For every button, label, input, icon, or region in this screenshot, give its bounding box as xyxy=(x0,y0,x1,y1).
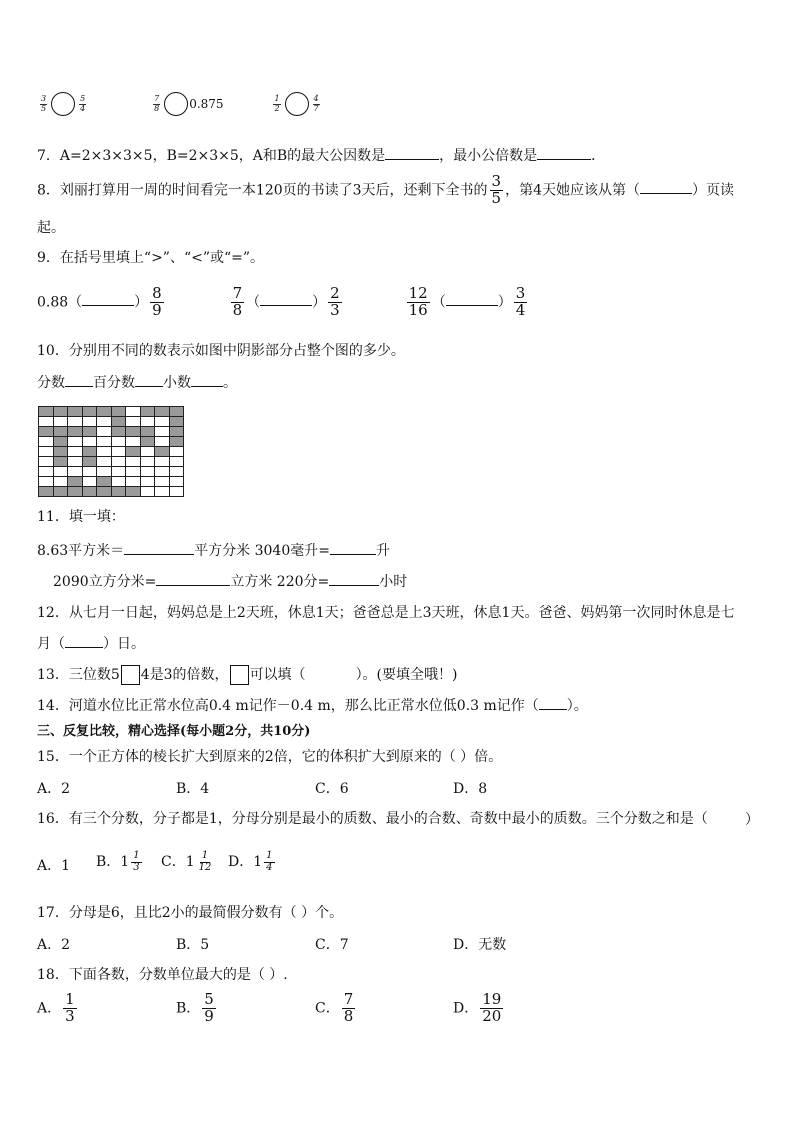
question-10-title: 10．分别用不同的数表示如图中阴影部分占整个图的多少。 xyxy=(37,343,405,359)
empty-cell xyxy=(82,437,97,447)
option-b[interactable] xyxy=(176,992,218,1025)
empty-cell xyxy=(39,467,54,477)
shaded-cell xyxy=(126,447,141,457)
shaded-cell xyxy=(169,417,184,427)
answer-blank[interactable] xyxy=(640,179,692,194)
grid-row xyxy=(39,427,184,437)
fraction: $\frac{5}{4}$ xyxy=(80,94,86,113)
empty-cell xyxy=(126,477,141,487)
empty-cell xyxy=(68,437,83,447)
option-d[interactable] xyxy=(453,992,505,1025)
compare-circle[interactable] xyxy=(164,92,188,116)
answer-blank[interactable] xyxy=(539,695,567,710)
label: 百分数 xyxy=(93,375,135,391)
q7-text: ． xyxy=(591,148,606,164)
shaded-cell xyxy=(53,447,68,457)
shaded-grid-figure xyxy=(38,406,184,497)
question-10-answers xyxy=(37,372,237,393)
shaded-cell xyxy=(97,487,112,497)
option-b[interactable]: B．5 xyxy=(176,937,210,953)
shaded-cell xyxy=(111,417,126,427)
grid-row xyxy=(39,407,184,417)
shaded-cell xyxy=(82,447,97,457)
fraction: $\frac{5}{9}$ xyxy=(204,990,214,1025)
option-label: D． xyxy=(453,1000,479,1017)
question-18-title: 18．下面各数，分数单位最大的是（ ）. xyxy=(37,967,288,983)
option-a[interactable]: A．2 xyxy=(37,937,71,953)
fraction: $\frac{3}{5}$ xyxy=(41,94,47,113)
question-9-items xyxy=(37,286,529,319)
shaded-cell xyxy=(53,437,68,447)
option-label: B． xyxy=(176,1000,201,1017)
shaded-cell xyxy=(140,407,155,417)
fraction: $\frac{7}{8}$ xyxy=(343,990,354,1025)
text: ）日。 xyxy=(103,636,145,652)
paren: （ xyxy=(246,294,261,311)
digit-box[interactable] xyxy=(121,665,140,685)
fraction: $\frac{7}{8}$ xyxy=(232,284,243,319)
empty-cell xyxy=(169,477,184,487)
empty-cell xyxy=(53,467,68,477)
paren: （ xyxy=(431,294,446,311)
value: 0.88 xyxy=(37,294,69,311)
empty-cell xyxy=(82,417,97,427)
empty-cell xyxy=(53,477,68,487)
shaded-cell xyxy=(155,447,170,457)
question-7 xyxy=(37,145,605,166)
empty-cell xyxy=(111,467,126,477)
text: 月（ xyxy=(37,636,65,652)
shaded-cell xyxy=(68,407,83,417)
answer-blank[interactable] xyxy=(329,571,379,586)
question-16-title: 16．有三个分数，分子都是1，分母分别是最小的质数、最小的合数、奇数中最小的质数。三个分数之和是（ xyxy=(37,811,708,827)
shaded-cell xyxy=(53,457,68,467)
text: 平方分米 3040毫升= xyxy=(194,543,330,559)
grid-row xyxy=(39,467,184,477)
empty-cell xyxy=(97,427,112,437)
question-12-text: 12．从七月一日起，妈妈总是上2天班，休息1天；爸爸总是上3天班，休息1天。爸爸、妈妈第一次同时休息是七 xyxy=(37,605,735,621)
fraction: $\frac{3}{5}$ xyxy=(491,172,502,207)
shaded-cell xyxy=(169,407,184,417)
empty-cell xyxy=(39,437,54,447)
q8-text: ）页读 xyxy=(692,182,735,199)
empty-cell xyxy=(155,417,170,427)
empty-cell xyxy=(140,477,155,487)
decimal-value: 0.875 xyxy=(189,97,224,111)
shaded-cell xyxy=(82,427,97,437)
empty-cell xyxy=(169,467,184,477)
empty-cell xyxy=(155,457,170,467)
empty-cell xyxy=(169,457,184,467)
answer-blank[interactable] xyxy=(65,372,93,387)
empty-cell xyxy=(126,457,141,467)
option-d[interactable]: D．8 xyxy=(453,781,488,797)
paren: ） xyxy=(745,812,759,828)
empty-cell xyxy=(155,467,170,477)
answer-blank[interactable] xyxy=(330,540,376,555)
option-b[interactable]: B．4 xyxy=(176,781,210,797)
compare-circle[interactable] xyxy=(51,92,75,116)
shaded-cell xyxy=(68,427,83,437)
question-11-row1 xyxy=(37,540,390,561)
grid-row xyxy=(39,437,184,447)
answer-blank[interactable] xyxy=(191,372,223,387)
fraction: $\frac{1}{12}$ xyxy=(198,850,212,873)
shaded-cell xyxy=(97,407,112,417)
text: 4是3的倍数， xyxy=(140,667,229,683)
option-label: C．1 xyxy=(161,854,195,870)
shaded-cell xyxy=(53,407,68,417)
question-8 xyxy=(37,174,734,207)
answer-blank[interactable] xyxy=(385,145,439,160)
empty-cell xyxy=(140,417,155,427)
option-a[interactable] xyxy=(37,992,79,1025)
q8-text: ，第4天她应该从第（ xyxy=(505,182,641,199)
shaded-cell xyxy=(68,487,83,497)
option-c[interactable]: C．7 xyxy=(315,937,349,953)
empty-cell xyxy=(39,417,54,427)
text: ）。 xyxy=(566,698,588,714)
option-label: A．1 xyxy=(37,858,71,874)
shaded-cell xyxy=(53,487,68,497)
empty-cell xyxy=(111,437,126,447)
empty-cell xyxy=(140,487,155,497)
empty-cell xyxy=(111,457,126,467)
answer-blank[interactable] xyxy=(260,291,312,306)
shaded-cell xyxy=(140,427,155,437)
empty-cell xyxy=(169,487,184,497)
empty-cell xyxy=(140,467,155,477)
question-11-title: 11．填一填： xyxy=(37,509,125,525)
shaded-cell xyxy=(126,487,141,497)
empty-cell xyxy=(82,467,97,477)
shaded-cell xyxy=(169,437,184,447)
option-a[interactable]: A．2 xyxy=(37,781,71,797)
empty-cell xyxy=(97,467,112,477)
empty-cell xyxy=(126,407,141,417)
empty-cell xyxy=(68,417,83,427)
fraction: $\frac{19}{20}$ xyxy=(482,990,502,1025)
grid-row xyxy=(39,487,184,497)
text: 小时 xyxy=(379,574,408,590)
empty-cell xyxy=(111,477,126,487)
shaded-cell xyxy=(97,477,112,487)
question-14 xyxy=(37,695,588,716)
label: 。 xyxy=(223,375,237,391)
text: 13．三位数5 xyxy=(37,667,120,683)
text: ）。(要填全哦！) xyxy=(355,667,458,683)
empty-cell xyxy=(155,437,170,447)
empty-cell xyxy=(53,417,68,427)
shaded-cell xyxy=(82,457,97,467)
paren: ） xyxy=(134,294,149,311)
label: 分数 xyxy=(37,375,65,391)
option-c[interactable] xyxy=(315,992,357,1025)
option-c[interactable] xyxy=(161,851,215,873)
question-11-row2 xyxy=(53,571,407,592)
shaded-cell xyxy=(68,477,83,487)
q7-text: ，最小公倍数是 xyxy=(439,148,538,164)
question-13 xyxy=(37,665,458,685)
text: 14．河道水位比正常水位高0.4 m记作－0.4 m，那么比正常水位低0.3 m记作（ xyxy=(37,698,539,714)
option-b[interactable] xyxy=(96,851,144,873)
answer-blank[interactable] xyxy=(82,291,134,306)
shaded-cell xyxy=(111,427,126,437)
answer-blank[interactable] xyxy=(65,633,103,648)
text: 8.63平方米＝ xyxy=(37,543,125,559)
text: 可以填（ xyxy=(249,667,306,683)
fraction: $\frac{1}{2}$ xyxy=(274,94,280,113)
text: 立方米 220分= xyxy=(230,574,330,590)
shaded-cell xyxy=(39,427,54,437)
q8-text: 8．刘丽打算用一周的时间看完一本120页的书读了3天后，还剩下全书的 xyxy=(37,182,488,199)
text: 2090立方分米= xyxy=(53,574,157,590)
option-d[interactable] xyxy=(228,851,277,873)
empty-cell xyxy=(155,427,170,437)
compare-circle[interactable] xyxy=(285,92,309,116)
fraction: $\frac{2}{3}$ xyxy=(330,284,340,319)
shaded-cell xyxy=(82,407,97,417)
shaded-cell xyxy=(111,487,126,497)
compare-row xyxy=(37,92,323,116)
grid-row xyxy=(39,477,184,487)
answer-blank[interactable] xyxy=(156,571,230,586)
empty-cell xyxy=(68,447,83,457)
text: 升 xyxy=(375,543,390,559)
q7-text: 7．A=2×3×3×5，B=2×3×5，A和B的最大公因数是 xyxy=(37,148,386,164)
empty-cell xyxy=(111,447,126,457)
shaded-cell xyxy=(82,487,97,497)
empty-cell xyxy=(126,417,141,427)
shaded-cell xyxy=(39,407,54,417)
option-d[interactable]: D．无数 xyxy=(453,937,507,953)
fraction: $\frac{7}{8}$ xyxy=(154,94,160,113)
empty-cell xyxy=(97,447,112,457)
paren: ） xyxy=(312,294,327,311)
empty-cell xyxy=(126,467,141,477)
grid-row xyxy=(39,457,184,467)
empty-cell xyxy=(68,467,83,477)
label: 小数 xyxy=(163,375,191,391)
shaded-cell xyxy=(169,427,184,437)
empty-cell xyxy=(140,457,155,467)
empty-cell xyxy=(68,457,83,467)
shaded-cell xyxy=(155,407,170,417)
empty-cell xyxy=(155,477,170,487)
fraction: $\frac{1}{3}$ xyxy=(65,990,75,1025)
grid-row xyxy=(39,447,184,457)
fraction: $\frac{1}{4}$ xyxy=(266,850,273,873)
shaded-cell xyxy=(140,437,155,447)
option-a[interactable] xyxy=(37,855,70,875)
answer-blank[interactable] xyxy=(124,540,194,555)
paren: （ xyxy=(68,294,83,311)
answer-blank[interactable] xyxy=(537,145,591,160)
empty-cell xyxy=(155,487,170,497)
option-label: C． xyxy=(315,1000,340,1017)
answer-blank[interactable] xyxy=(135,372,163,387)
question-15-title: 15．一个正方体的棱长扩大到原来的2倍，它的体积扩大到原来的（ ）倍。 xyxy=(37,749,503,765)
fraction: $\frac{12}{16}$ xyxy=(408,284,428,319)
grid-row xyxy=(39,417,184,427)
empty-cell xyxy=(39,477,54,487)
shaded-cell xyxy=(126,427,141,437)
q8-text: 起。 xyxy=(37,220,65,236)
fraction: $\frac{8}{9}$ xyxy=(152,284,162,319)
fraction: $\frac{1}{3}$ xyxy=(133,850,140,873)
empty-cell xyxy=(97,417,112,427)
empty-cell xyxy=(39,447,54,457)
empty-cell xyxy=(39,457,54,467)
fraction: $\frac{3}{4}$ xyxy=(515,284,526,319)
paren: ） xyxy=(497,294,512,311)
section-heading: 三、反复比较，精心选择(每小题2分，共10分) xyxy=(37,724,311,739)
question-9-title: 9．在括号里填上“>”、“<”或“=”。 xyxy=(37,250,265,266)
question-17-title: 17．分母是6，且比2小的最简假分数有（ ）个。 xyxy=(37,905,344,921)
shaded-cell xyxy=(39,487,54,497)
empty-cell xyxy=(169,447,184,457)
digit-box[interactable] xyxy=(230,665,249,685)
shaded-cell xyxy=(111,407,126,417)
option-label: A． xyxy=(37,1000,62,1017)
option-label: B．1 xyxy=(96,854,130,870)
empty-cell xyxy=(97,437,112,447)
shaded-cell xyxy=(53,427,68,437)
option-label: D．1 xyxy=(228,854,263,870)
empty-cell xyxy=(140,447,155,457)
fraction: $\frac{4}{7}$ xyxy=(313,94,319,113)
empty-cell xyxy=(97,457,112,467)
option-c[interactable]: C．6 xyxy=(315,781,349,797)
empty-cell xyxy=(126,437,141,447)
answer-blank[interactable] xyxy=(446,291,498,306)
empty-cell xyxy=(82,477,97,487)
question-12-line2 xyxy=(37,633,145,654)
